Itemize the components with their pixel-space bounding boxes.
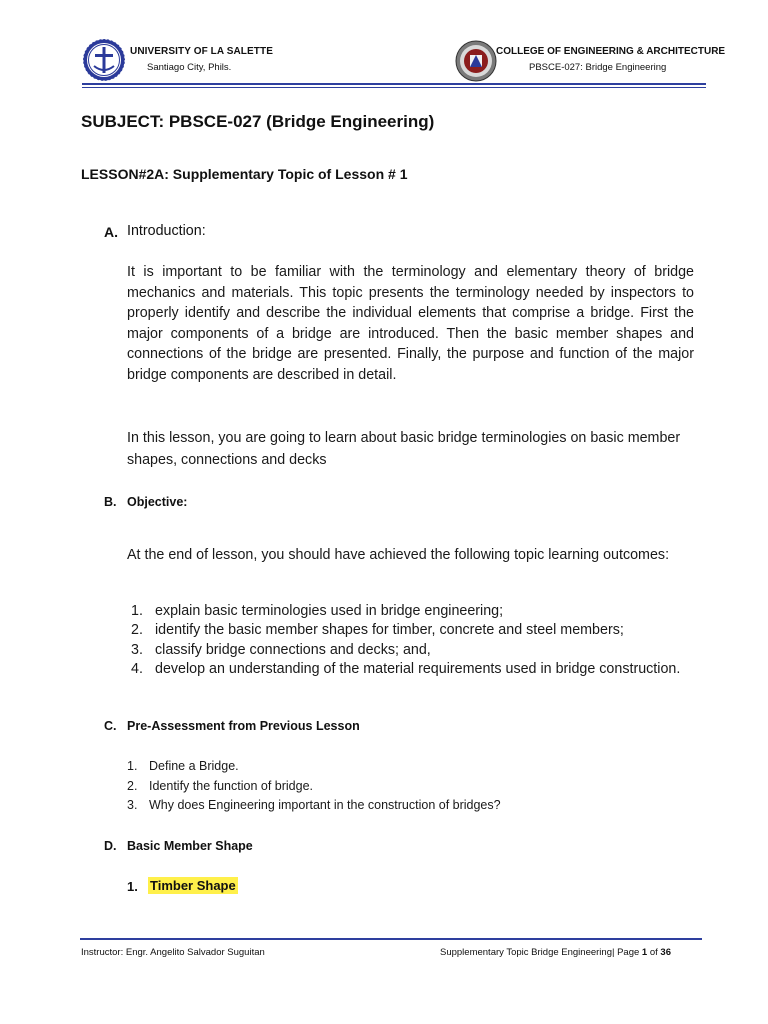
- section-a-letter: A.: [104, 224, 118, 240]
- total-pages: 36: [660, 947, 671, 958]
- objective-intro: At the end of lesson, you should have achieved the following topic learning outcomes:: [127, 547, 670, 563]
- university-name: UNIVERSITY OF LA SALETTE: [130, 46, 273, 57]
- university-location: Santiago City, Phils.: [147, 62, 232, 73]
- subsection-number: 1.: [127, 879, 138, 894]
- footer-page-info: Supplementary Topic Bridge Engineering| Page 1 of 36: [440, 947, 671, 958]
- section-a-title: Introduction:: [127, 223, 206, 239]
- college-name: COLLEGE OF ENGINEERING & ARCHITECTURE: [496, 46, 726, 57]
- current-page: 1: [641, 947, 648, 958]
- footer-divider: [80, 938, 702, 940]
- objective-list: [127, 602, 702, 680]
- section-c-letter: C.: [104, 719, 117, 733]
- section-d-letter: D.: [104, 839, 117, 853]
- list-item: 3. classify bridge connections and decks; and,: [131, 641, 431, 658]
- list-item: 2. Identify the function of bridge.: [127, 778, 313, 793]
- lesson-overview-paragraph: In this lesson, you are going to learn about basic bridge terminologies on basic member shapes, connections and decks: [127, 430, 681, 468]
- section-c-title: Pre-Assessment from Previous Lesson: [127, 719, 360, 733]
- lesson-title: LESSON#2A: Supplementary Topic of Lesson # 1: [81, 166, 408, 182]
- section-b-title: Objective:: [127, 495, 188, 509]
- subsection-title-highlighted: Timber Shape: [150, 878, 236, 893]
- list-item: 3. Why does Engineering important in the construction of bridges?: [127, 798, 501, 812]
- list-item: 1. Define a Bridge.: [127, 759, 239, 773]
- pre-assessment-list: [127, 757, 687, 816]
- header-divider-thin: [82, 87, 706, 88]
- list-item: 4. develop an understanding of the material requirements used in bridge construction.: [131, 661, 681, 678]
- page-header: [0, 0, 768, 90]
- footer-instructor: Instructor: Engr. Angelito Salvador Suguitan: [81, 947, 265, 958]
- course-code: PBSCE-027: Bridge Engineering: [529, 62, 667, 73]
- university-seal-icon: [82, 38, 126, 82]
- list-item: 2. identify the basic member shapes for timber, concrete and steel members;: [131, 622, 624, 639]
- section-b-letter: B.: [104, 495, 117, 509]
- subject-title: SUBJECT: PBSCE-027 (Bridge Engineering): [81, 112, 435, 131]
- college-seal-icon: [455, 40, 497, 82]
- header-divider: [82, 83, 706, 85]
- list-item: 1. explain basic terminologies used in bridge engineering;: [131, 603, 504, 619]
- introduction-paragraph: It is important to be familiar with the terminology and elementary theory of bridge mechanics and materials. This topic presents the terminology needed by inspectors to properly identify and describe the individual elements that comprise a bridge. First the major components of a bridge are introduced. Then the basic member shapes and connections of the bridge are presented. Finally, the purpose and function of the major bridge components are described in detail.: [127, 264, 694, 383]
- section-d-title: Basic Member Shape: [127, 839, 253, 853]
